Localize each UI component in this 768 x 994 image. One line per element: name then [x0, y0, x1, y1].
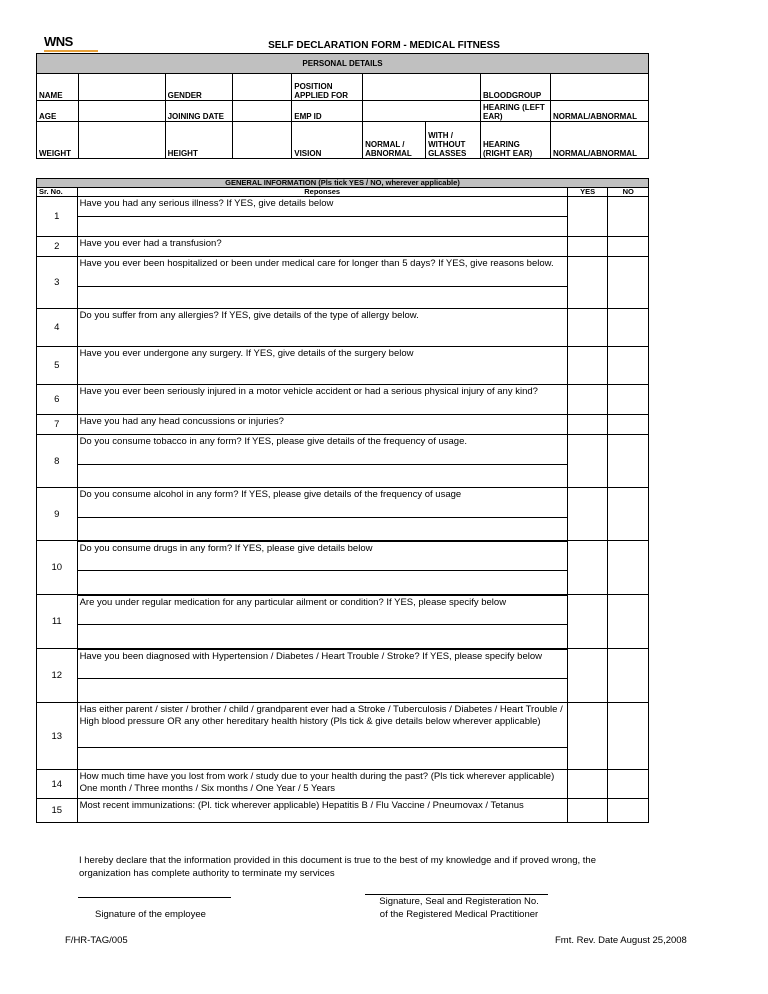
gender-value[interactable]: [233, 74, 292, 101]
no-checkbox-cell[interactable]: [608, 415, 649, 435]
yes-header: YES: [567, 188, 608, 197]
no-checkbox-cell[interactable]: [608, 649, 649, 703]
hearing-right-value[interactable]: NORMAL/ABNORMAL: [550, 122, 648, 159]
position-label: POSITION APPLIED FOR: [292, 74, 363, 101]
details-input[interactable]: [77, 679, 567, 703]
question-row: [37, 703, 649, 748]
yes-checkbox-cell[interactable]: [567, 197, 608, 237]
yes-checkbox-cell[interactable]: [567, 770, 608, 799]
yes-checkbox-cell[interactable]: [567, 799, 608, 823]
details-row: [37, 625, 649, 649]
question-number: 1: [37, 197, 78, 237]
no-checkbox-cell[interactable]: [608, 541, 649, 595]
general-information-table: [36, 178, 649, 823]
no-checkbox-cell[interactable]: [608, 237, 649, 257]
question-text: Have you ever been hospitalized or been under medical care for longer than 5 days? If YES, give reasons below.: [77, 257, 567, 287]
details-input[interactable]: [77, 287, 567, 309]
employee-signature-line[interactable]: [78, 897, 231, 898]
no-checkbox-cell[interactable]: [608, 257, 649, 309]
question-number: 9: [37, 488, 78, 541]
personal-details-header: PERSONAL DETAILS: [37, 54, 649, 74]
question-text: Has either parent / sister / brother / child / grandparent ever had a Stroke / Tuberculosis / Diabetes / Heart Trouble / High blood pressure OR any other hereditary health history (Pls tick & give details below wherever applicable): [77, 703, 567, 748]
height-value[interactable]: [233, 122, 292, 159]
yes-checkbox-cell[interactable]: [567, 595, 608, 649]
practitioner-signature-label: [370, 895, 548, 921]
details-input[interactable]: [77, 748, 567, 770]
question-row: [37, 770, 649, 799]
question-text: Do you consume alcohol in any form? If YES, please give details of the frequency of usage: [77, 488, 567, 518]
sr-no-header: Sr. No.: [37, 188, 78, 197]
question-number: 7: [37, 415, 78, 435]
emp-id-label: EMP ID: [292, 101, 363, 122]
question-row: [37, 347, 649, 385]
question-text: Have you ever had a transfusion?: [77, 237, 567, 257]
joining-date-label: JOINING DATE: [165, 101, 233, 122]
question-text: How much time have you lost from work / study due to your health during the past? (Pls tick wherever applicable) One month / Three months / Six months / One Year / 5 Years: [77, 770, 567, 799]
vision-glasses[interactable]: WITH / WITHOUT GLASSES: [426, 122, 481, 159]
company-logo: WNS: [44, 34, 73, 49]
age-value[interactable]: [78, 101, 165, 122]
weight-value[interactable]: [78, 122, 165, 159]
question-number: 4: [37, 309, 78, 347]
details-row: [37, 217, 649, 237]
question-number: 3: [37, 257, 78, 309]
question-number: 12: [37, 649, 78, 703]
question-row: [37, 435, 649, 465]
yes-checkbox-cell[interactable]: [567, 649, 608, 703]
no-checkbox-cell[interactable]: [608, 770, 649, 799]
no-checkbox-cell[interactable]: [608, 799, 649, 823]
details-row: [37, 748, 649, 770]
declaration-text: I hereby declare that the information provided in this document is true to the best of my knowledge and if proved wrong, the organization has complete authority to terminate my services: [79, 855, 596, 879]
details-row: [37, 679, 649, 703]
yes-checkbox-cell[interactable]: [567, 435, 608, 488]
yes-checkbox-cell[interactable]: [567, 347, 608, 385]
details-input[interactable]: [77, 217, 567, 237]
question-row: [37, 415, 649, 435]
practitioner-label-line2: of the Registered Medical Practitioner: [379, 909, 539, 920]
details-input[interactable]: [77, 518, 567, 541]
yes-checkbox-cell[interactable]: [567, 309, 608, 347]
yes-checkbox-cell[interactable]: [567, 237, 608, 257]
age-label: AGE: [37, 101, 79, 122]
yes-checkbox-cell[interactable]: [567, 703, 608, 770]
details-row: [37, 287, 649, 309]
question-number: 11: [37, 595, 78, 649]
no-checkbox-cell[interactable]: [608, 435, 649, 488]
no-checkbox-cell[interactable]: [608, 385, 649, 415]
no-header: NO: [608, 188, 649, 197]
practitioner-label-line1: Signature, Seal and Registeration No.: [379, 896, 539, 907]
question-row: [37, 799, 649, 823]
question-text: Have you ever undergone any surgery. If YES, give details of the surgery below: [77, 347, 567, 385]
yes-checkbox-cell[interactable]: [567, 541, 608, 595]
question-number: 6: [37, 385, 78, 415]
question-text: Most recent immunizations: (Pl. tick wherever applicable) Hepatitis B / Flu Vaccine / Pneumovax / Tetanus: [77, 799, 567, 823]
no-checkbox-cell[interactable]: [608, 595, 649, 649]
question-number: 13: [37, 703, 78, 770]
revision-date: Fmt. Rev. Date August 25,2008: [555, 935, 687, 946]
question-text: Do you suffer from any allergies? If YES, give details of the type of allergy below.: [77, 309, 567, 347]
question-row: [37, 257, 649, 287]
position-value[interactable]: [363, 74, 481, 101]
question-row: [37, 541, 649, 571]
no-checkbox-cell[interactable]: [608, 703, 649, 770]
gender-label: GENDER: [165, 74, 233, 101]
question-number: 5: [37, 347, 78, 385]
weight-label: WEIGHT: [37, 122, 79, 159]
yes-checkbox-cell[interactable]: [567, 415, 608, 435]
question-row: [37, 649, 649, 679]
hearing-left-label: HEARING (LEFT EAR): [481, 101, 551, 122]
question-text: Have you had any head concussions or injuries?: [77, 415, 567, 435]
name-value[interactable]: [78, 74, 165, 101]
form-code: F/HR-TAG/005: [65, 935, 128, 946]
form-title: SELF DECLARATION FORM - MEDICAL FITNESS: [268, 40, 500, 51]
question-number: 10: [37, 541, 78, 595]
question-row: [37, 488, 649, 518]
yes-checkbox-cell[interactable]: [567, 385, 608, 415]
name-label: NAME: [37, 74, 79, 101]
general-info-header: GENERAL INFORMATION (Pls tick YES / NO, wherever applicable): [37, 179, 649, 188]
details-row: [37, 518, 649, 541]
responses-header: Reponses: [77, 188, 567, 197]
question-number: 8: [37, 435, 78, 488]
question-number: 14: [37, 770, 78, 799]
question-text: Do you consume drugs in any form? If YES, please give details below: [77, 541, 567, 571]
details-input[interactable]: [77, 465, 567, 488]
hearing-right-label: HEARING (RIGHT EAR): [481, 122, 551, 159]
height-label: HEIGHT: [165, 122, 233, 159]
hearing-left-value[interactable]: NORMAL/ABNORMAL: [550, 101, 648, 122]
question-row: [37, 385, 649, 415]
question-row: [37, 237, 649, 257]
bloodgroup-value[interactable]: [550, 74, 648, 101]
no-checkbox-cell[interactable]: [608, 309, 649, 347]
question-row: [37, 197, 649, 217]
no-checkbox-cell[interactable]: [608, 347, 649, 385]
question-text: Have you been diagnosed with Hypertension / Diabetes / Heart Trouble / Stroke? If YES, please specify below: [77, 649, 567, 679]
question-number: 2: [37, 237, 78, 257]
details-input[interactable]: [77, 625, 567, 649]
question-text: Are you under regular medication for any particular ailment or condition? If YES, please specify below: [77, 595, 567, 625]
emp-id-value[interactable]: [363, 101, 481, 122]
vision-label: VISION: [292, 122, 363, 159]
no-checkbox-cell[interactable]: [608, 197, 649, 237]
yes-checkbox-cell[interactable]: [567, 488, 608, 541]
employee-signature-label: Signature of the employee: [95, 909, 206, 920]
joining-date-value[interactable]: [233, 101, 292, 122]
question-text: Have you had any serious illness? If YES, give details below: [77, 197, 567, 217]
personal-details-table: [36, 53, 649, 159]
question-row: [37, 595, 649, 625]
question-row: [37, 309, 649, 347]
question-text: Have you ever been seriously injured in a motor vehicle accident or had a serious physical injury of any kind?: [77, 385, 567, 415]
details-row: [37, 571, 649, 595]
question-number: 15: [37, 799, 78, 823]
bloodgroup-label: BLOODGROUP: [481, 74, 551, 101]
yes-checkbox-cell[interactable]: [567, 257, 608, 309]
no-checkbox-cell[interactable]: [608, 488, 649, 541]
details-input[interactable]: [77, 571, 567, 595]
details-row: [37, 465, 649, 488]
vision-normal-abnormal[interactable]: NORMAL / ABNORMAL: [363, 122, 426, 159]
question-text: Do you consume tobacco in any form? If YES, please give details of the frequency of usage.: [77, 435, 567, 465]
